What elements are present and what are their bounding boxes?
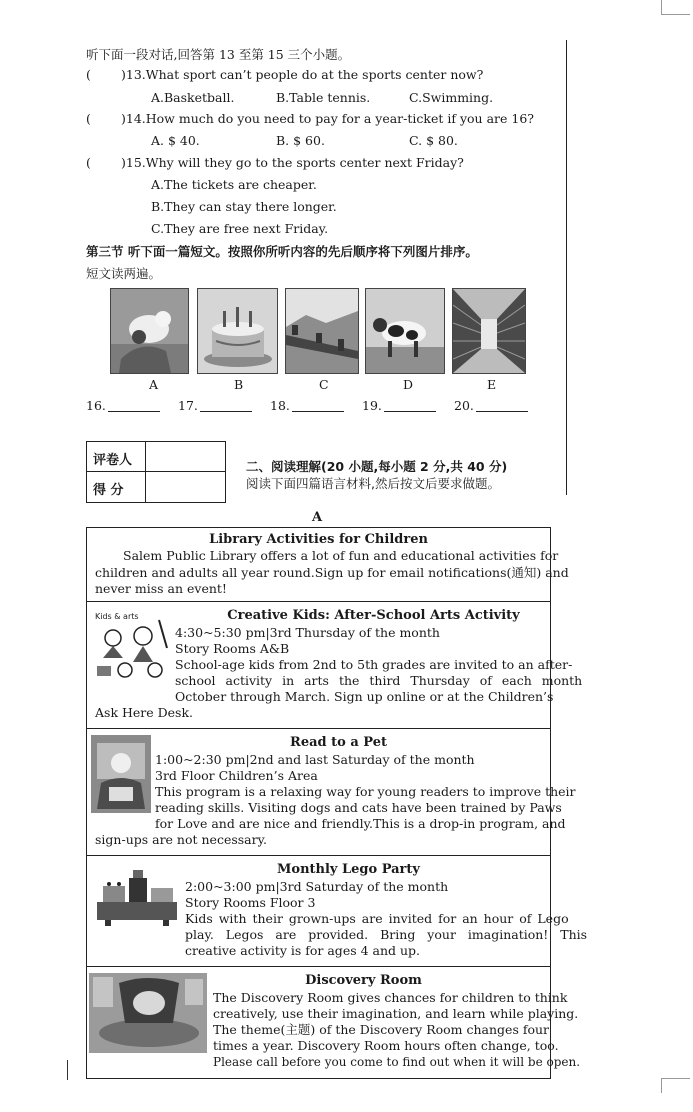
grader-field[interactable] bbox=[146, 442, 225, 471]
lego-party-desc-3: creative activity is for ages 4 and up. bbox=[185, 943, 421, 958]
notice-intro bbox=[95, 548, 569, 598]
picture-label-b: B bbox=[234, 377, 244, 392]
score-label: 得 分 bbox=[93, 483, 124, 498]
lego-blocks-icon bbox=[93, 868, 181, 928]
q13-stem: )13.What sport can’t people do at the sports center now? bbox=[121, 67, 484, 82]
answer-blank-18[interactable] bbox=[270, 398, 344, 413]
read-to-pet-desc-1: This program is a relaxing way for young readers to improve their bbox=[155, 784, 576, 799]
read-to-pet-time: 1:00~2:30 pm|2nd and last Saturday of the month bbox=[155, 752, 475, 767]
notice-intro-line-1: Salem Public Library offers a lot of fun and educational activities for bbox=[123, 548, 559, 563]
discovery-room-desc-2: creatively, use their imagination, and learn while playing. bbox=[213, 1006, 579, 1021]
lego-party-location: Story Rooms Floor 3 bbox=[185, 895, 316, 910]
lego-party-title: Monthly Lego Party bbox=[277, 862, 420, 877]
discovery-room-desc-4: times a year. Discovery Room hours often change, too. bbox=[213, 1038, 559, 1053]
girl-with-dog-photo bbox=[110, 288, 189, 374]
answer-blank-17[interactable] bbox=[178, 398, 252, 413]
birthday-cake-photo bbox=[197, 288, 278, 374]
reading-instruction: 阅读下面四篇语言材料,然后按文后要求做题。 bbox=[246, 476, 500, 491]
answer-blank-16-number: 16. bbox=[86, 398, 106, 413]
section3-instruction: 第三节 听下面一篇短文。按照你所听内容的先后顺序将下列图片排序。 bbox=[86, 244, 478, 259]
q15-option-a: A.The tickets are cheaper. bbox=[151, 177, 317, 192]
creative-kids-desc-4: Ask Here Desk. bbox=[95, 705, 194, 720]
creative-kids-desc-1: School-age kids from 2nd to 5th grades are invited to an after- bbox=[175, 657, 573, 672]
q14-option-b: B. $ 60. bbox=[276, 133, 325, 148]
answer-blank-20-number: 20. bbox=[454, 398, 474, 413]
notice-intro-line-3: never miss an event! bbox=[95, 581, 227, 596]
answer-blank-16[interactable] bbox=[86, 398, 160, 413]
read-to-pet-location: 3rd Floor Children’s Area bbox=[155, 768, 318, 783]
answer-blank-19[interactable] bbox=[362, 398, 436, 413]
kids-and-arts-icon-label: Kids & arts bbox=[95, 612, 139, 621]
kids-and-arts-icon bbox=[91, 608, 171, 688]
q15-stem: )15.Why will they go to the sports center next Friday? bbox=[121, 155, 464, 170]
read-to-pet-desc-3: for Love and are nice and friendly.This is a drop-in program, and bbox=[155, 816, 566, 831]
section-divider bbox=[87, 728, 550, 729]
score-field[interactable] bbox=[146, 472, 225, 502]
q14-option-a: A. $ 40. bbox=[151, 133, 200, 148]
library-notice-box bbox=[86, 527, 588, 1079]
answer-blank-20[interactable] bbox=[454, 398, 528, 413]
q13-option-a: A.Basketball. bbox=[151, 90, 235, 105]
reading-heading: 二、阅读理解(20 小题,每小题 2 分,共 40 分) bbox=[246, 459, 508, 474]
lego-party-time: 2:00~3:00 pm|3rd Saturday of the month bbox=[185, 879, 449, 894]
library-shelves-photo bbox=[452, 288, 526, 374]
q13-paren: ( bbox=[86, 67, 91, 82]
notice-intro-line-2: children and adults all year round.Sign up for email notifications(通知) and bbox=[95, 564, 569, 580]
q15-paren: ( bbox=[86, 155, 91, 170]
creative-kids-time: 4:30~5:30 pm|3rd Thursday of the month bbox=[175, 625, 440, 640]
section-divider bbox=[87, 855, 550, 856]
read-to-pet-desc-2: reading skills. Visiting dogs and cats have been trained by Paws bbox=[155, 800, 562, 815]
answer-blank-17-number: 17. bbox=[178, 398, 198, 413]
listening-intro: 听下面一段对话,回答第 13 至第 15 三个小题。 bbox=[86, 47, 351, 62]
discovery-room-desc-5: Please call before you come to find out when it will be open. bbox=[213, 1055, 581, 1069]
q14-paren: ( bbox=[86, 111, 91, 126]
left-margin-rule bbox=[67, 1060, 68, 1080]
notice-title: Library Activities for Children bbox=[209, 532, 428, 547]
passage-label: A bbox=[312, 510, 323, 525]
picture-label-a: A bbox=[149, 377, 159, 392]
picture-label-d: D bbox=[403, 377, 414, 392]
read-to-pet-title: Read to a Pet bbox=[290, 735, 387, 750]
picture-label-e: E bbox=[487, 377, 497, 392]
creative-kids-title: Creative Kids: After-School Arts Activity bbox=[227, 608, 520, 623]
creative-kids-desc-2: school activity in arts the third Thursday of each month bbox=[175, 673, 583, 688]
score-box bbox=[86, 441, 226, 503]
discovery-room-desc-3: The theme(主题) of the Discovery Room changes four bbox=[213, 1022, 550, 1037]
crop-mark-top-right bbox=[661, 0, 690, 15]
section3-instruction-cont: 短文读两遍。 bbox=[86, 266, 162, 281]
answer-blank-18-number: 18. bbox=[270, 398, 290, 413]
q13-option-b: B.Table tennis. bbox=[276, 90, 371, 105]
discovery-room-title: Discovery Room bbox=[305, 973, 422, 988]
q15-option-b: B.They can stay there longer. bbox=[151, 199, 337, 214]
creative-kids-desc-3: October through March. Sign up online or at the Children’s bbox=[175, 689, 554, 704]
read-to-pet-desc-4: sign-ups are not necessary. bbox=[95, 832, 267, 847]
section-divider bbox=[87, 601, 550, 602]
section-divider bbox=[87, 966, 550, 967]
crop-mark-bottom-right bbox=[661, 1078, 690, 1093]
q14-stem: )14.How much do you need to pay for a year-ticket if you are 16? bbox=[121, 111, 534, 126]
cow-photo bbox=[365, 288, 445, 374]
answer-blank-19-number: 19. bbox=[362, 398, 382, 413]
picture-label-c: C bbox=[319, 377, 329, 392]
lego-party-desc-2: play. Legos are provided. Bring your imagination! This bbox=[185, 927, 588, 942]
discovery-room-desc-1: The Discovery Room gives chances for children to think bbox=[213, 990, 568, 1005]
column-rule bbox=[566, 40, 567, 495]
q15-option-c: C.They are free next Friday. bbox=[151, 221, 329, 236]
great-wall-photo bbox=[285, 288, 359, 374]
creative-kids-location: Story Rooms A&B bbox=[175, 641, 290, 656]
grader-label: 评卷人 bbox=[93, 453, 133, 468]
q14-option-c: C. $ 80. bbox=[409, 133, 458, 148]
q13-option-c: C.Swimming. bbox=[409, 90, 494, 105]
lego-party-desc-1: Kids with their grown-ups are invited for an hour of Lego bbox=[185, 911, 569, 926]
